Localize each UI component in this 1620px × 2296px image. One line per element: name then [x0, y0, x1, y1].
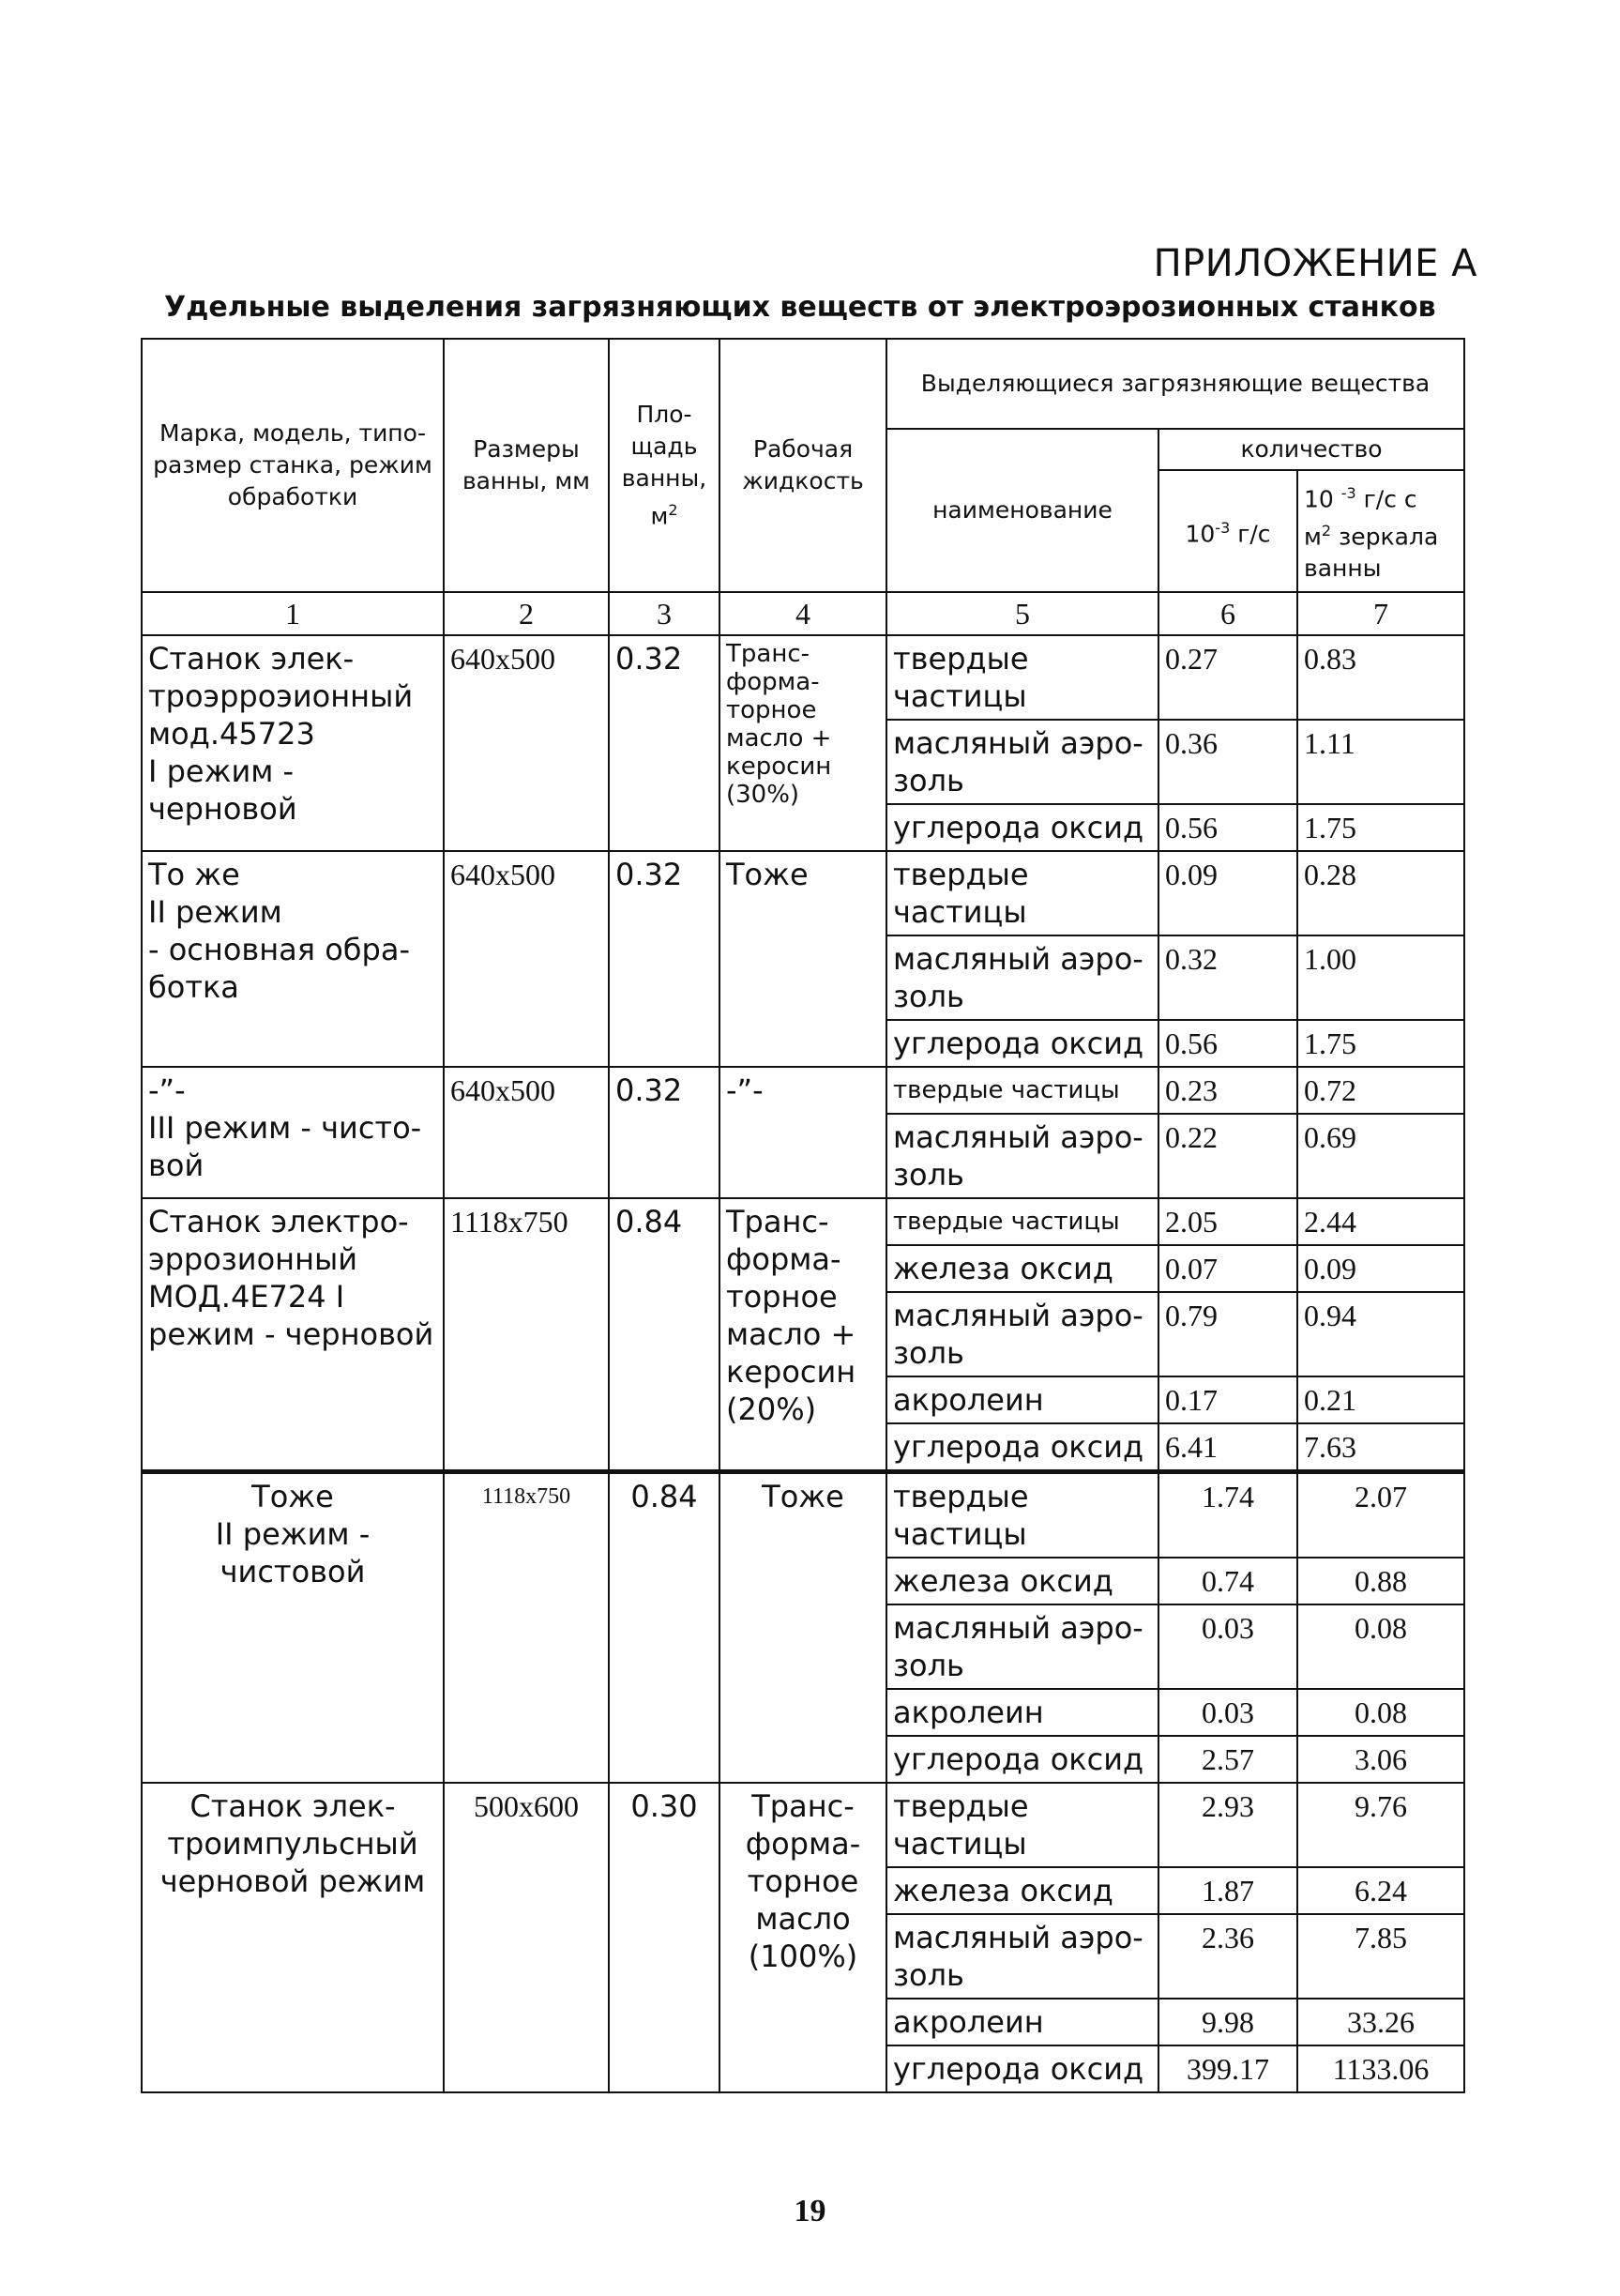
- emissions-table: [141, 338, 1465, 2093]
- substance-name-cell: твердые частицы: [886, 1067, 1158, 1114]
- table-row: [142, 851, 1464, 935]
- substance-name-cell: твердые частицы: [886, 1198, 1158, 1245]
- substance-name-cell: масляный аэро-золь: [886, 1292, 1158, 1376]
- substance-name-cell: масляный аэро-золь: [886, 1114, 1158, 1198]
- column-number: 7: [1297, 592, 1464, 635]
- machine-line: Станок электро-эррозионный МОД.4Е724 I режим - черновой: [148, 1204, 434, 1352]
- quantity-gs-m2-cell: 0.08: [1297, 1604, 1464, 1689]
- quantity-gs-m2-cell: 0.69: [1297, 1114, 1464, 1198]
- substance-name-cell: твердые частицы: [886, 851, 1158, 935]
- quantity-gs-m2-cell: 1133.06: [1297, 2045, 1464, 2092]
- quantity-gs-m2-cell: 0.72: [1297, 1067, 1464, 1114]
- substance-name-cell: твердые частицы: [886, 1783, 1158, 1867]
- table-row: [142, 1067, 1464, 1114]
- machine-cell: [142, 1198, 444, 1472]
- quantity-gs-cell: 0.17: [1158, 1376, 1297, 1423]
- machine-cell: [142, 1067, 444, 1198]
- table-row: [142, 1783, 1464, 1867]
- substance-name-cell: масляный аэро-золь: [886, 935, 1158, 1020]
- quantity-gs-m2-cell: 0.28: [1297, 851, 1464, 935]
- working-liquid-cell: Тоже: [719, 851, 886, 1067]
- quantity-gs-m2-cell: 1.00: [1297, 935, 1464, 1020]
- quantity-gs-m2-cell: 0.08: [1297, 1689, 1464, 1736]
- bath-area-cell: 0.84: [609, 1198, 719, 1472]
- substance-name-cell: твердые частицы: [886, 1472, 1158, 1559]
- header-working-liquid: Рабочая жидкость: [719, 339, 886, 592]
- quantity-gs-cell: 0.07: [1158, 1245, 1297, 1292]
- quantity-gs-m2-cell: 1.75: [1297, 1020, 1464, 1067]
- bath-size-cell: 500x600: [444, 1783, 609, 2092]
- quantity-gs-m2-cell: 6.24: [1297, 1867, 1464, 1914]
- machine-line: II режим -: [215, 1516, 371, 1552]
- quantity-gs-cell: 2.36: [1158, 1914, 1297, 1999]
- quantity-gs-cell: 0.27: [1158, 635, 1297, 720]
- machine-line: То же: [148, 857, 240, 892]
- header-quantity-gs: $10^{-3}$ г/с: [1158, 470, 1297, 592]
- column-number: 1: [142, 592, 444, 635]
- quantity-gs-m2-cell: 0.88: [1297, 1558, 1464, 1604]
- quantity-gs-cell: 2.93: [1158, 1783, 1297, 1867]
- appendix-label: ПРИЛОЖЕНИЕ А: [1153, 242, 1477, 285]
- working-liquid-cell: Тоже: [719, 1472, 886, 1784]
- bath-size-cell: 1118x750: [444, 1198, 609, 1472]
- substance-name-cell: масляный аэро-золь: [886, 1914, 1158, 1999]
- substance-name-cell: акролеин: [886, 1689, 1158, 1736]
- machine-cell: [142, 851, 444, 1067]
- quantity-gs-cell: 0.23: [1158, 1067, 1297, 1114]
- column-number-row: [142, 592, 1464, 635]
- bath-area-cell: 0.30: [609, 1783, 719, 2092]
- quantity-gs-m2-cell: 0.83: [1297, 635, 1464, 720]
- substance-name-cell: углерода оксид: [886, 1736, 1158, 1783]
- quantity-gs-cell: 2.05: [1158, 1198, 1297, 1245]
- quantity-gs-cell: 0.03: [1158, 1689, 1297, 1736]
- quantity-gs-cell: 399.17: [1158, 2045, 1297, 2092]
- quantity-gs-cell: 2.57: [1158, 1736, 1297, 1783]
- table-row: [142, 1472, 1464, 1559]
- machine-cell: [142, 635, 444, 851]
- column-number: 2: [444, 592, 609, 635]
- table-row: [142, 635, 1464, 720]
- header-quantity-gs-m2: 10 $^{-3}$ г/с с $м^2$ зеркала ванны: [1297, 470, 1464, 592]
- machine-line: III режим - чисто-вой: [148, 1110, 422, 1183]
- quantity-gs-cell: 0.09: [1158, 851, 1297, 935]
- quantity-gs-cell: 0.32: [1158, 935, 1297, 1020]
- substance-name-cell: железа оксид: [886, 1558, 1158, 1604]
- machine-line: II режим: [148, 894, 282, 930]
- quantity-gs-m2-cell: 1.75: [1297, 804, 1464, 851]
- machine-line: Станок элек-троимпульсный черновой режим: [159, 1788, 426, 1899]
- quantity-gs-m2-cell: 7.63: [1297, 1423, 1464, 1472]
- quantity-gs-cell: 6.41: [1158, 1423, 1297, 1472]
- quantity-gs-cell: 1.74: [1158, 1472, 1297, 1559]
- substance-name-cell: углерода оксид: [886, 2045, 1158, 2092]
- bath-size-cell: 1118x750: [444, 1472, 609, 1784]
- header-bath-size: Размеры ванны, мм: [444, 339, 609, 592]
- machine-line: Станок элек-троэрроэионный мод.45723: [148, 641, 414, 752]
- header-quantity: количество: [1158, 429, 1464, 470]
- working-liquid-cell: Транс-форма-торное масло (100%): [719, 1783, 886, 2092]
- substance-name-cell: масляный аэро-золь: [886, 1604, 1158, 1689]
- bath-size-cell: 640x500: [444, 851, 609, 1067]
- quantity-gs-cell: 0.22: [1158, 1114, 1297, 1198]
- substance-name-cell: акролеин: [886, 1999, 1158, 2045]
- column-number: 3: [609, 592, 719, 635]
- page-number: 19: [794, 2194, 826, 2228]
- machine-cell: [142, 1472, 444, 1784]
- substance-name-cell: углерода оксид: [886, 1020, 1158, 1067]
- bath-area-cell: 0.32: [609, 635, 719, 851]
- quantity-gs-m2-cell: 0.09: [1297, 1245, 1464, 1292]
- working-liquid-cell: -”-: [719, 1067, 886, 1198]
- working-liquid-cell: Транс-форма-торное масло + керосин (20%): [719, 1198, 886, 1472]
- quantity-gs-m2-cell: 0.94: [1297, 1292, 1464, 1376]
- machine-line: I режим - черновой: [148, 753, 297, 827]
- machine-line: чистовой: [220, 1554, 366, 1589]
- quantity-gs-m2-cell: 0.21: [1297, 1376, 1464, 1423]
- substance-name-cell: масляный аэро-золь: [886, 720, 1158, 804]
- bath-area-cell: 0.32: [609, 1067, 719, 1198]
- quantity-gs-cell: 0.79: [1158, 1292, 1297, 1376]
- quantity-gs-m2-cell: 2.07: [1297, 1472, 1464, 1559]
- header-substances-group: Выделяющиеся загрязняющие вещества: [886, 339, 1464, 429]
- bath-size-cell: 640x500: [444, 1067, 609, 1198]
- working-liquid-cell: Транс-форма-торное масло + керосин (30%): [719, 635, 886, 851]
- bath-area-cell: 0.84: [609, 1472, 719, 1784]
- header-machine: Марка, модель, типо-размер станка, режим обработки: [142, 339, 444, 592]
- quantity-gs-cell: 0.56: [1158, 804, 1297, 851]
- header-substance-name: наименование: [886, 429, 1158, 592]
- machine-line: -”-: [148, 1072, 186, 1108]
- substance-name-cell: железа оксид: [886, 1867, 1158, 1914]
- substance-name-cell: акролеин: [886, 1376, 1158, 1423]
- substance-name-cell: углерода оксид: [886, 804, 1158, 851]
- machine-line: Тоже: [251, 1479, 334, 1514]
- bath-area-cell: 0.32: [609, 851, 719, 1067]
- quantity-gs-cell: 0.74: [1158, 1558, 1297, 1604]
- machine-cell: [142, 1783, 444, 2092]
- quantity-gs-m2-cell: 3.06: [1297, 1736, 1464, 1783]
- column-number: 5: [886, 592, 1158, 635]
- column-number: 6: [1158, 592, 1297, 635]
- quantity-gs-cell: 0.03: [1158, 1604, 1297, 1689]
- substance-name-cell: железа оксид: [886, 1245, 1158, 1292]
- bath-size-cell: 640x500: [444, 635, 609, 851]
- header-bath-area: Пло-щадь ванны, $м^2$: [609, 339, 719, 592]
- substance-name-cell: углерода оксид: [886, 1423, 1158, 1472]
- quantity-gs-cell: 0.36: [1158, 720, 1297, 804]
- substance-name-cell: твердые частицы: [886, 635, 1158, 720]
- quantity-gs-m2-cell: 1.11: [1297, 720, 1464, 804]
- table-row: [142, 1198, 1464, 1245]
- table-title: Удельные выделения загрязняющих веществ от электроэрозионных станков: [164, 291, 1436, 324]
- quantity-gs-m2-cell: 9.76: [1297, 1783, 1464, 1867]
- quantity-gs-cell: 0.56: [1158, 1020, 1297, 1067]
- quantity-gs-m2-cell: 2.44: [1297, 1198, 1464, 1245]
- quantity-gs-m2-cell: 33.26: [1297, 1999, 1464, 2045]
- quantity-gs-cell: 9.98: [1158, 1999, 1297, 2045]
- column-number: 4: [719, 592, 886, 635]
- quantity-gs-cell: 1.87: [1158, 1867, 1297, 1914]
- machine-line: - основная обра-ботка: [148, 932, 410, 1005]
- quantity-gs-m2-cell: 7.85: [1297, 1914, 1464, 1999]
